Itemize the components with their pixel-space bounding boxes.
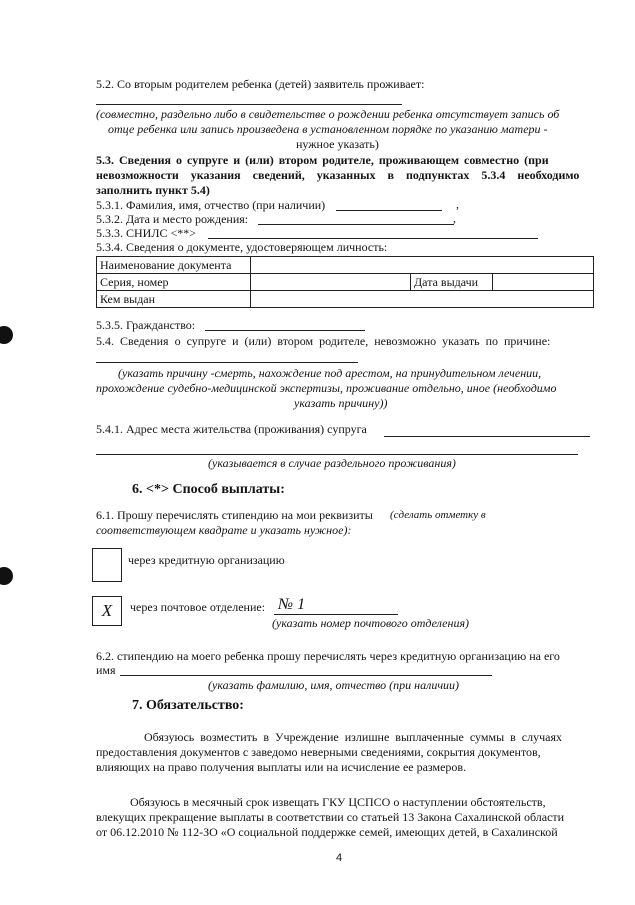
- s53-fio-line: [336, 210, 442, 211]
- post-option-checkbox[interactable]: X: [92, 596, 122, 626]
- s52-note-1: (совместно, раздельно либо в свидетельстве о рождении ребенка отсутствует запись об: [96, 107, 560, 121]
- post-option-label: через почтовое отделение:: [130, 600, 266, 614]
- s53-fio-comma: ,: [456, 197, 459, 211]
- post-office-line: [274, 614, 398, 615]
- s61-line-b: (сделать отметку в: [390, 509, 486, 521]
- s541-address-note: (указывается в случае раздельного проживания): [208, 456, 456, 470]
- s53-heading-2: невозможности указания сведений, указанных в подпунктах 5.3.4 необходимо: [96, 168, 580, 182]
- s54-note-1: (указать причину -смерть, нахождение под арестом, на принудительном лечении,: [118, 366, 542, 380]
- bank-option-checkbox[interactable]: [92, 548, 122, 582]
- post-office-number: № 1: [278, 596, 306, 613]
- s62-line-a: 6.2. стипендию на моего ребенка прошу перечислять через кредитную организацию на его: [96, 649, 560, 663]
- issue-date-label: Дата выдачи: [411, 274, 493, 291]
- s54-reason-line: [96, 362, 358, 363]
- s54-line: 5.4. Сведения о супруге и (или) втором родителе, невозможно указать по причине:: [96, 334, 551, 348]
- s53-fio-label: 5.3.1. Фамилия, имя, отчество (при наличии): [96, 198, 326, 212]
- table-row: [97, 291, 594, 308]
- s7-title: 7. Обязательство:: [132, 698, 244, 713]
- post-office-note: (указать номер почтового отделения): [272, 616, 470, 630]
- s62-line-b: имя: [96, 663, 116, 677]
- page-number: 4: [336, 852, 343, 864]
- doc-name-label: Наименование документа: [97, 257, 251, 274]
- punch-hole-top: [0, 326, 13, 344]
- s7-p1-line-2: предоставления документов с заведомо неверными сведениями, сокрытия документов,: [96, 745, 541, 759]
- series-number-value[interactable]: [251, 274, 411, 291]
- punch-hole-bottom: [0, 567, 13, 585]
- s54-note-3: указать причину)): [294, 396, 388, 410]
- issued-by-label: Кем выдан: [97, 291, 251, 308]
- s53-snils-line: [208, 238, 538, 239]
- table-row: [97, 257, 594, 274]
- s61-line-c: соответствующем квадрате и указать нужное):: [96, 523, 352, 537]
- s53-birth-line: [258, 224, 454, 225]
- issue-date-value[interactable]: [493, 274, 594, 291]
- series-number-label: Серия, номер: [97, 274, 251, 291]
- s53-citizenship-label: 5.3.5. Гражданство:: [96, 318, 196, 332]
- s62-note: (указать фамилию, имя, отчество (при наличии): [208, 678, 460, 692]
- s54-note-2: прохождение судебно-медицинской экспертизы, проживание отдельно, иное (необходимо: [96, 381, 557, 395]
- issued-by-value[interactable]: [251, 291, 594, 308]
- s7-p1-line-1: Обязуюсь возместить в Учреждение излишне выплаченные суммы в случаях: [144, 730, 563, 744]
- s53-id-label: 5.3.4. Сведения о документе, удостоверяющем личность:: [96, 240, 388, 254]
- doc-name-value[interactable]: [251, 257, 594, 274]
- s52-answer-line: [96, 104, 402, 105]
- s6-title: 6. <*> Способ выплаты:: [132, 482, 285, 497]
- s541-address-line-1: [384, 436, 590, 437]
- s7-p2-line-3: от 06.12.2010 № 112-ЗО «О социальной поддержке семей, имеющих детей, в Сахалинской: [96, 825, 558, 839]
- bank-option-label: через кредитную организацию: [128, 553, 285, 567]
- s53-heading-3: заполнить пункт 5.4): [96, 183, 210, 197]
- s7-p2-line-2: влекущих прекращение выплаты в соответствии со статьей 13 Закона Сахалинской области: [96, 810, 565, 824]
- s7-p2-line-1: Обязуюсь в месячный срок извещать ГКУ ЦСПСО о наступлении обстоятельств,: [130, 795, 546, 809]
- s53-heading-1: 5.3. Сведения о супруге и (или) втором родителе, проживающем совместно (при: [96, 153, 549, 167]
- s7-p1-line-3: влияющих на право получения выплаты или на исчисление ее размеров.: [96, 760, 467, 774]
- s61-line-a: 6.1. Прошу перечислять стипендию на мои реквизиты: [96, 508, 373, 522]
- s52-note-3: нужное указать): [296, 137, 379, 151]
- s62-name-line: [120, 675, 492, 676]
- s541-address-label: 5.4.1. Адрес места жительства (проживания) супруга: [96, 422, 367, 436]
- s541-address-line-2: [96, 454, 578, 455]
- s53-birth-label: 5.3.2. Дата и место рождения:: [96, 212, 249, 226]
- s52-note-2: отце ребенка или запись произведена в установленном порядке по указанию матери -: [108, 122, 548, 136]
- table-row: [97, 274, 594, 291]
- s53-citizenship-line: [205, 330, 365, 331]
- s53-snils-label: 5.3.3. СНИЛС <**>: [96, 226, 197, 240]
- s53-birth-comma: ,: [453, 211, 456, 225]
- s52-line: 5.2. Со вторым родителем ребенка (детей) заявитель проживает:: [96, 77, 425, 91]
- identity-document-table: [96, 256, 594, 308]
